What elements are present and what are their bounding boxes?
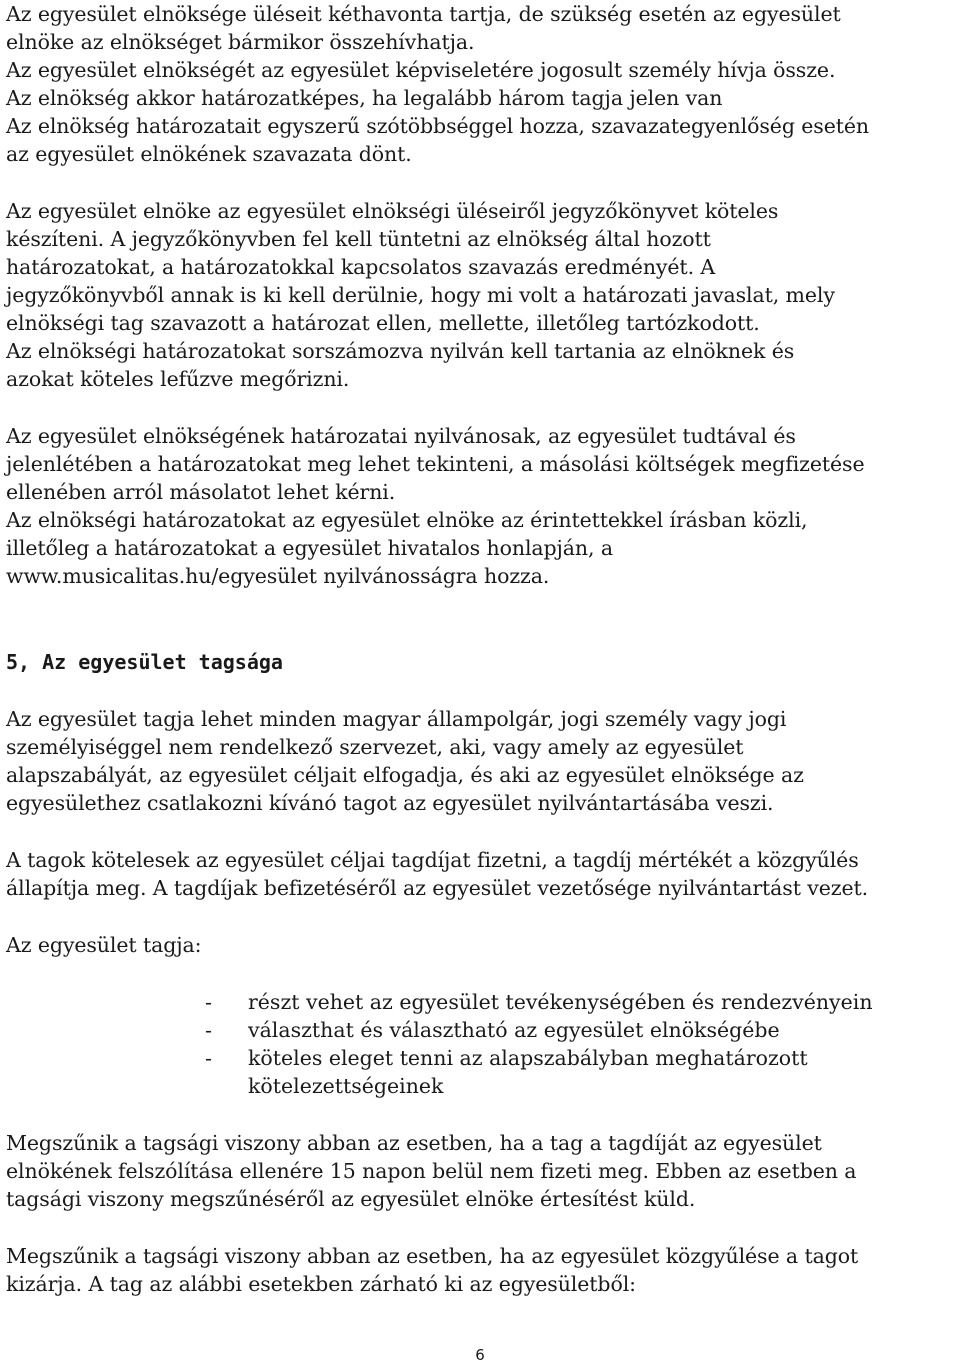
paragraph-fees bbox=[6, 846, 956, 902]
text-line: Az egyesület elnökségének határozatai nyilvánosak, az egyesület tudtával és bbox=[6, 424, 796, 448]
text-line: kizárja. A tag az alábbi esetekben zárható ki az egyesületből: bbox=[6, 1272, 636, 1296]
list-item-continuation bbox=[205, 1072, 956, 1100]
text-line: Az egyesület elnökségét az egyesület képviseletére jogosult személy hívja össze. bbox=[6, 58, 836, 82]
list-item-text: kötelezettségeinek bbox=[248, 1074, 444, 1098]
text-line: azokat köteles lefűzve megőrizni. bbox=[6, 367, 350, 391]
member-rights-list bbox=[205, 988, 956, 1100]
list-item bbox=[205, 1044, 956, 1072]
text-line: Megszűnik a tagsági viszony abban az esetben, ha a tag a tagdíját az egyesület bbox=[6, 1131, 822, 1155]
list-dash: - bbox=[205, 990, 212, 1014]
text-line: alapszabályát, az egyesület céljait elfogadja, és aki az egyesület elnöksége az bbox=[6, 763, 804, 787]
text-line: az egyesület elnökének szavazata dönt. bbox=[6, 142, 412, 166]
paragraph-membership bbox=[6, 705, 956, 817]
text-line: jegyzőkönyvből annak is ki kell derülnie, hogy mi volt a határozati javaslat, mely bbox=[6, 283, 835, 307]
text-line: Az elnökségi határozatokat sorszámozva nyilván kell tartania az elnöknek és bbox=[6, 339, 795, 363]
paragraph-minutes bbox=[6, 197, 956, 393]
text-line: A tagok kötelesek az egyesület céljai tagdíjat fizetni, a tagdíj mértékét a közgyűlés bbox=[6, 848, 859, 872]
list-item-text: választhat és választható az egyesület elnökségébe bbox=[248, 1018, 780, 1042]
text-line: Az elnökségi határozatokat az egyesület elnöke az érintettekkel írásban közli, bbox=[6, 508, 808, 532]
list-dash: - bbox=[205, 1018, 212, 1042]
text-line: elnökének felszólítása ellenére 15 napon belül nem fizeti meg. Ebben az esetben a bbox=[6, 1159, 857, 1183]
section-heading: 5, Az egyesület tagsága bbox=[6, 650, 283, 674]
text-line: www.musicalitas.hu/egyesület nyilvánosságra hozza. bbox=[6, 564, 550, 588]
paragraph-termination-exclusion bbox=[6, 1242, 956, 1298]
text-line: készíteni. A jegyzőkönyvben fel kell tüntetni az elnökség által hozott bbox=[6, 227, 711, 251]
text-line: illetőleg a határozatokat a egyesület hivatalos honlapján, a bbox=[6, 536, 613, 560]
text-line: elnöke az elnökséget bármikor összehívhatja. bbox=[6, 30, 475, 54]
text-line: Az egyesület elnöksége üléseit kéthavonta tartja, de szükség esetén az egyesület bbox=[6, 2, 841, 26]
member-rights-intro: Az egyesület tagja: bbox=[6, 933, 202, 957]
text-line: egyesülethez csatlakozni kívánó tagot az egyesület nyilvántartásába veszi. bbox=[6, 791, 774, 815]
text-line: Az egyesület tagja lehet minden magyar állampolgár, jogi személy vagy jogi bbox=[6, 707, 787, 731]
text-line: Megszűnik a tagsági viszony abban az esetben, ha az egyesület közgyűlése a tagot bbox=[6, 1244, 859, 1268]
text-line: Az egyesület elnöke az egyesület elnökségi üléseiről jegyzőkönyvet köteles bbox=[6, 199, 779, 223]
list-item-text: részt vehet az egyesület tevékenységében és rendezvényein bbox=[248, 990, 873, 1014]
paragraph-board-meetings bbox=[6, 0, 956, 168]
paragraph-publicity bbox=[6, 422, 956, 590]
paragraph-termination-fee bbox=[6, 1129, 956, 1213]
text-line: Az elnökség határozatait egyszerű szótöbbséggel hozza, szavazategyenlőség esetén bbox=[6, 114, 870, 138]
list-item bbox=[205, 988, 956, 1016]
text-line: állapítja meg. A tagdíjak befizetéséről az egyesület vezetősége nyilvántartást vezet. bbox=[6, 876, 869, 900]
page-number: 6 bbox=[475, 1346, 485, 1364]
text-line: határozatokat, a határozatokkal kapcsolatos szavazás eredményét. A bbox=[6, 255, 716, 279]
list-item-text: köteles eleget tenni az alapszabályban meghatározott bbox=[248, 1046, 808, 1070]
list-dash: - bbox=[205, 1046, 212, 1070]
text-line: Az elnökség akkor határozatképes, ha legalább három tagja jelen van bbox=[6, 86, 723, 110]
document-page bbox=[6, 0, 956, 1298]
text-line: elnökségi tag szavazott a határozat ellen, mellette, illetőleg tartózkodott. bbox=[6, 311, 760, 335]
text-line: jelenlétében a határozatokat meg lehet tekinteni, a másolási költségek megfizetése bbox=[6, 452, 865, 476]
list-item bbox=[205, 1016, 956, 1044]
text-line: személyiséggel nem rendelkező szervezet, aki, vagy amely az egyesület bbox=[6, 735, 744, 759]
text-line: tagsági viszony megszűnéséről az egyesület elnöke értesítést küld. bbox=[6, 1187, 696, 1211]
text-line: ellenében arról másolatot lehet kérni. bbox=[6, 480, 396, 504]
